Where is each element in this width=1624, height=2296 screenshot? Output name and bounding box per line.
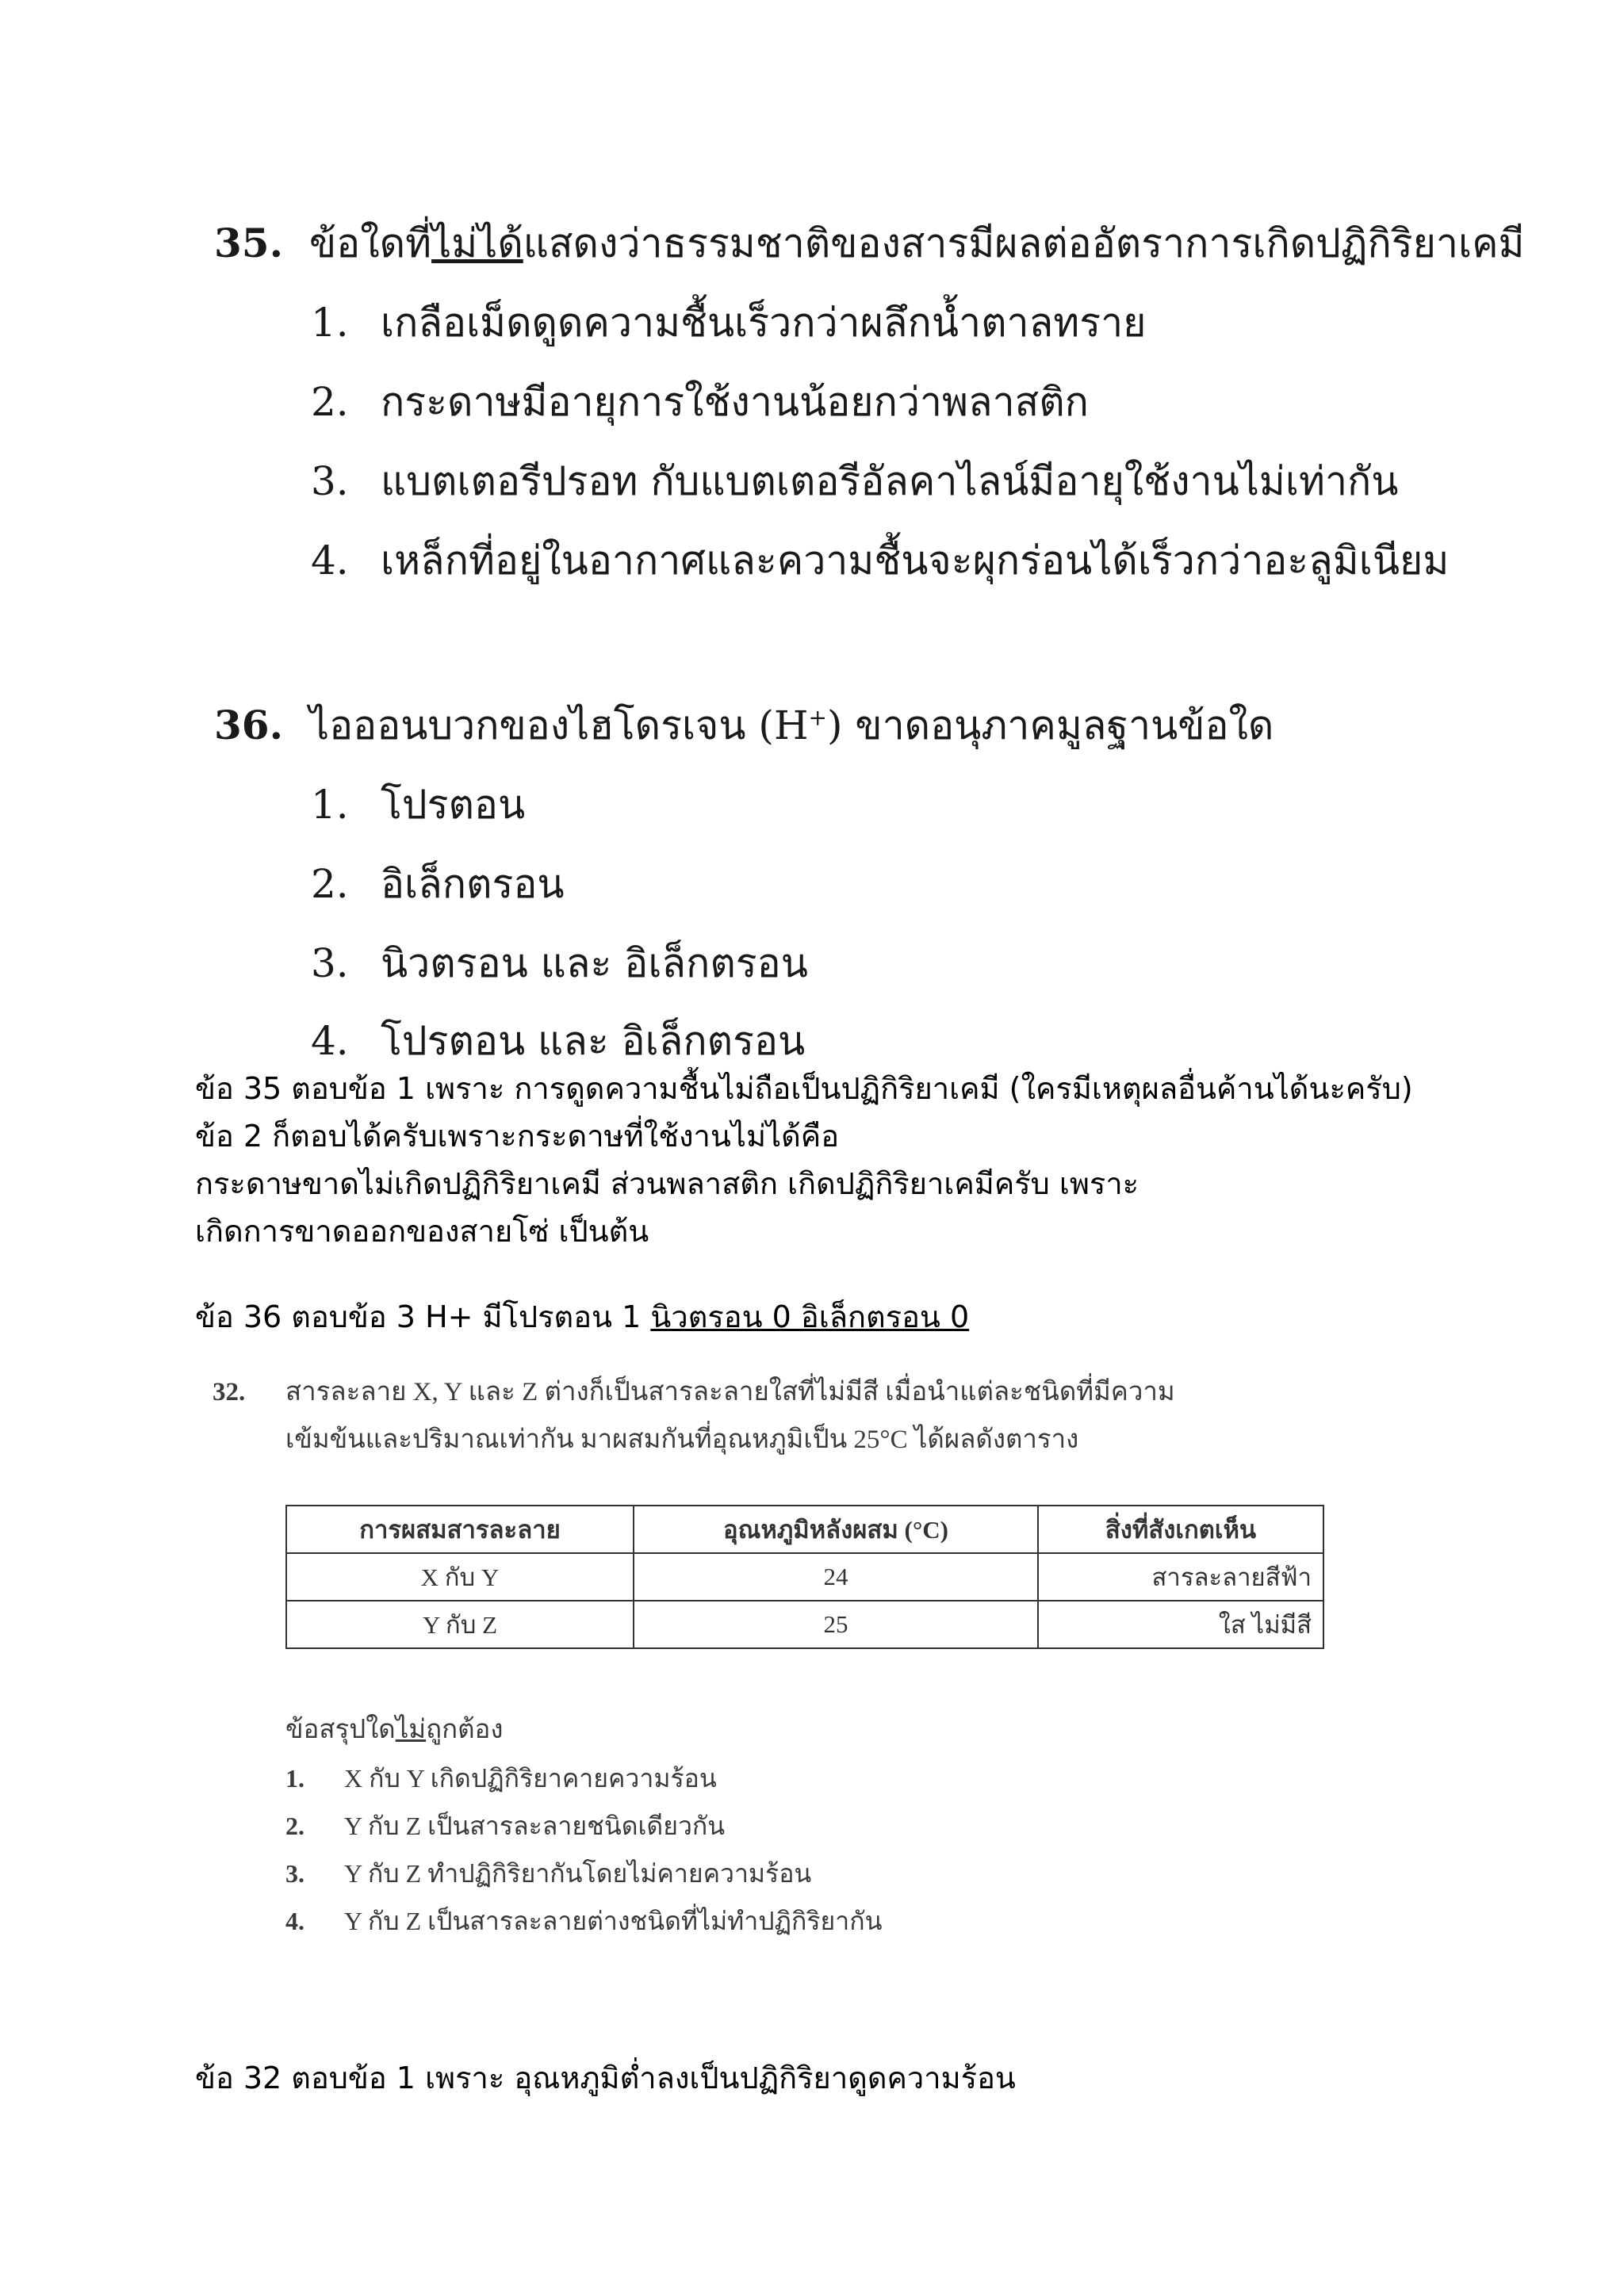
table-cell: Y กับ Z bbox=[286, 1601, 634, 1648]
question-32-stem-line-1: 32. สารละลาย X, Y และ Z ต่างก็เป็นสารละลายใสที่ไม่มีสี เมื่อนำแต่ละชนิดที่มีความ bbox=[213, 1378, 1175, 1406]
q35-option-2: 2. กระดาษมีอายุการใช้งานน้อยกว่าพลาสติก bbox=[311, 379, 1089, 425]
table-row bbox=[286, 1601, 1323, 1648]
question-32-prompt: ข้อสรุปใดไม่ถูกต้อง bbox=[285, 1716, 504, 1744]
q35-option-1: 1. เกลือเม็ดดูดความชื้นเร็วกว่าผลึกน้ำตาลทราย bbox=[311, 300, 1147, 346]
table-cell: X กับ Y bbox=[286, 1553, 634, 1601]
q36-option-3: 3. นิวตรอน และ อิเล็กตรอน bbox=[311, 940, 808, 986]
question-36-stem: 36. ไอออนบวกของไฮโดรเจน (H+) ขาดอนุภาคมูลฐานข้อใด bbox=[214, 702, 1274, 748]
q36-option-1: 1. โปรตอน bbox=[311, 782, 526, 828]
q35-option-4: 4. เหล็กที่อยู่ในอากาศและความชื้นจะผุกร่อนได้เร็วกว่าอะลูมิเนียม bbox=[311, 538, 1450, 584]
question-35-stem: 35. ข้อใดที่ไม่ได้แสดงว่าธรรมชาติของสารมีผลต่ออัตราการเกิดปฏิกิริยาเคมี bbox=[214, 220, 1525, 266]
table-header-row bbox=[286, 1506, 1323, 1553]
q32-option-3: 3. Y กับ Z ทำปฏิกิริยากันโดยไม่คายความร้อน bbox=[285, 1859, 812, 1888]
q32-option-4: 4. Y กับ Z เป็นสารละลายต่างชนิดที่ไม่ทำปฏิกิริยากัน bbox=[285, 1907, 883, 1935]
table-cell: สารละลายสีฟ้า bbox=[1038, 1553, 1323, 1601]
answer-35-line-2: ข้อ 2 ก็ตอบได้ครับเพราะกระดาษที่ใช้งานไม่ได้คือ bbox=[195, 1119, 840, 1154]
results-table bbox=[285, 1505, 1324, 1649]
answer-32: ข้อ 32 ตอบข้อ 1 เพราะ อุณหภูมิต่ำลงเป็นปฏิกิริยาดูดความร้อน bbox=[195, 2061, 1016, 2095]
answer-35-line-1: ข้อ 35 ตอบข้อ 1 เพราะ การดูดความชื้นไม่ถือเป็นปฏิกิริยาเคมี (ใครมีเหตุผลอื่นค้านได้นะครับ) bbox=[195, 1071, 1413, 1106]
table-cell: 25 bbox=[634, 1601, 1038, 1648]
underlined-keyword: ไม่ได้ bbox=[431, 220, 523, 266]
question-number: 35. bbox=[214, 220, 283, 266]
table-cell: ใส ไม่มีสี bbox=[1038, 1601, 1323, 1648]
answer-36: ข้อ 36 ตอบข้อ 3 H+ มีโปรตอน 1 นิวตรอน 0 อิเล็กตรอน 0 bbox=[195, 1299, 970, 1334]
question-number: 36. bbox=[214, 702, 283, 748]
q32-option-1: 1. X กับ Y เกิดปฏิกิริยาคายความร้อน bbox=[285, 1764, 717, 1793]
q36-option-2: 2. อิเล็กตรอน bbox=[311, 861, 565, 907]
q32-option-2: 2. Y กับ Z เป็นสารละลายชนิดเดียวกัน bbox=[285, 1812, 726, 1840]
underlined-keyword: ไม่ bbox=[395, 1716, 427, 1744]
answer-35-line-3: กระดาษขาดไม่เกิดปฏิกิริยาเคมี ส่วนพลาสติก เกิดปฏิกิริยาเคมีครับ เพราะ bbox=[195, 1166, 1139, 1201]
table-header: สิ่งที่สังเกตเห็น bbox=[1038, 1506, 1323, 1553]
table-row bbox=[286, 1553, 1323, 1601]
question-number: 32. bbox=[213, 1378, 246, 1406]
q36-option-4: 4. โปรตอน และ อิเล็กตรอน bbox=[311, 1018, 806, 1064]
answer-35-line-4: เกิดการขาดออกของสายโซ่ เป็นต้น bbox=[195, 1214, 649, 1249]
q35-option-3: 3. แบตเตอรีปรอท กับแบตเตอรีอัลคาไลน์มีอายุใช้งานไม่เท่ากัน bbox=[311, 458, 1399, 504]
underlined-answer: นิวตรอน 0 อิเล็กตรอน 0 bbox=[650, 1299, 970, 1334]
table-header: การผสมสารละลาย bbox=[286, 1506, 634, 1553]
table-cell: 24 bbox=[634, 1553, 1038, 1601]
table-header: อุณหภูมิหลังผสม (°C) bbox=[634, 1506, 1038, 1553]
question-32-stem-line-2: เข้มข้นและปริมาณเท่ากัน มาผสมกันที่อุณหภูมิเป็น 25°C ได้ผลดังตาราง bbox=[285, 1425, 1079, 1454]
